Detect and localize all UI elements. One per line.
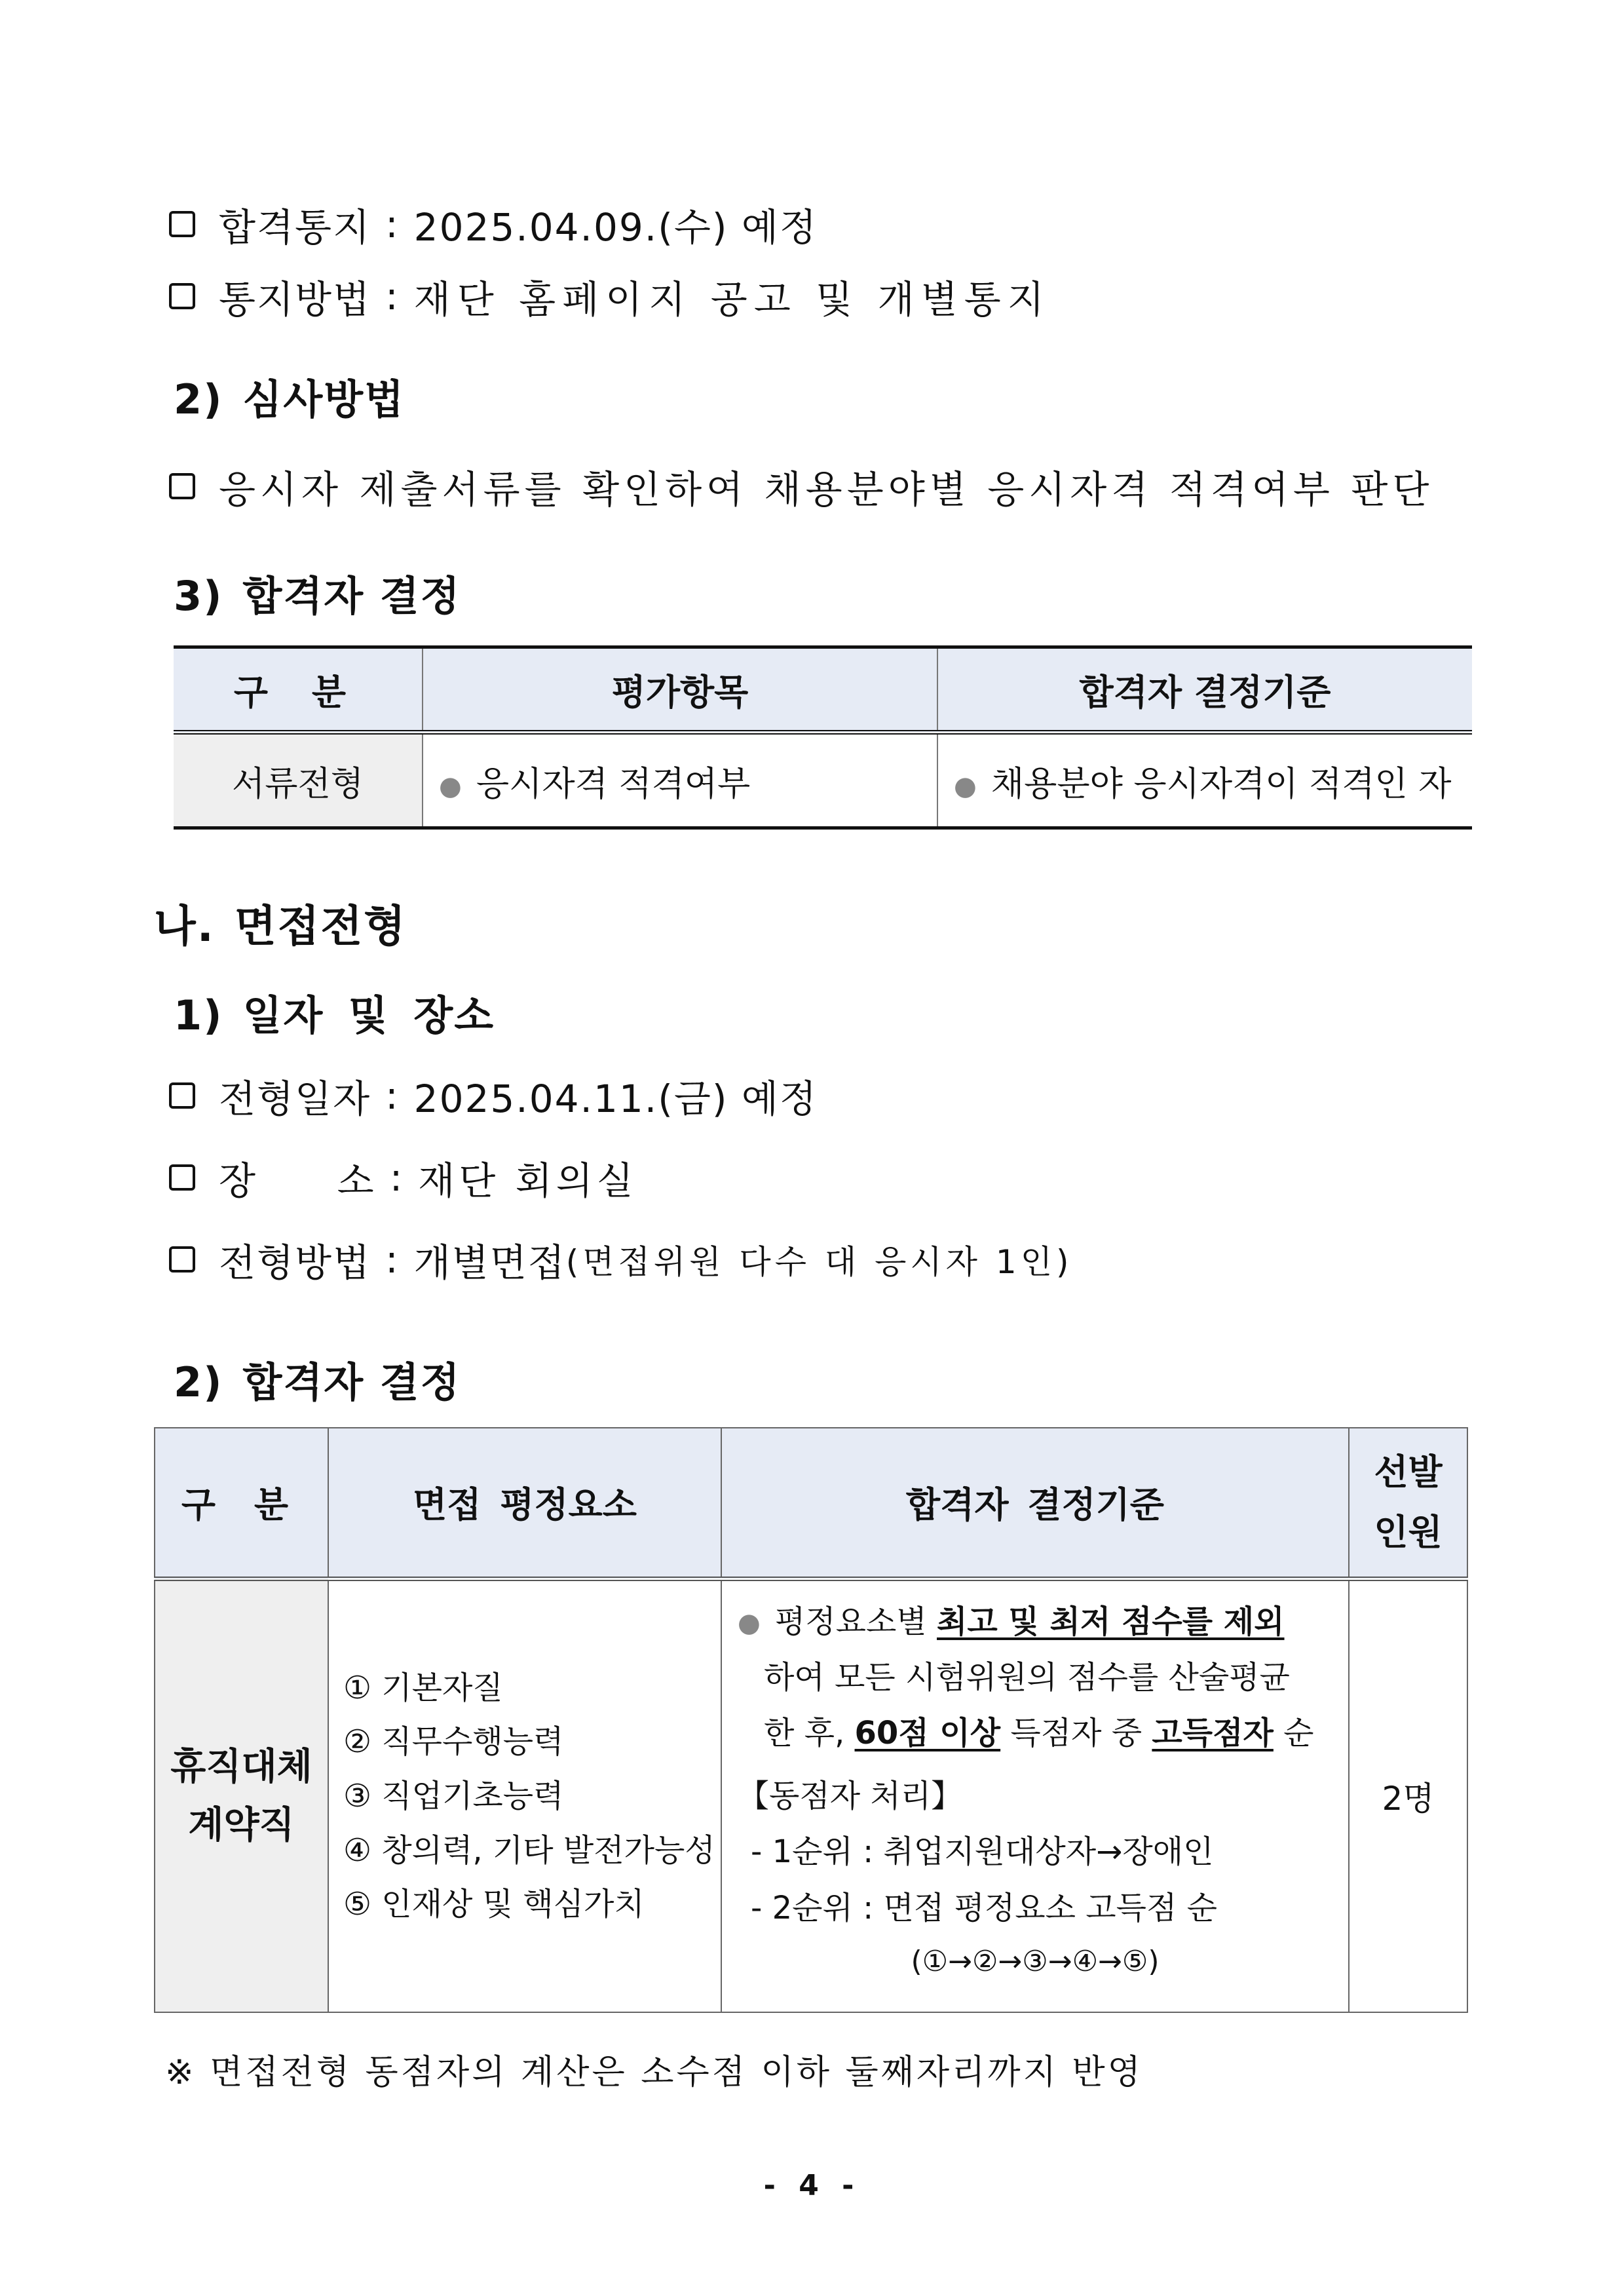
checkbox-icon	[169, 283, 195, 309]
element-item: ④ 창의력, 기타 발전가능성	[343, 1831, 715, 1869]
notice-method-label: 통지방법	[219, 277, 371, 322]
header-count: 선발 인원	[1349, 1428, 1467, 1578]
tie-rule-1: - 1순위 : 취업지원대상자→장애인	[751, 1833, 1214, 1871]
review-item-line	[169, 459, 1433, 514]
category-cell: 휴직대체 계약직	[155, 1578, 328, 2012]
element-item: ① 기본자질	[343, 1669, 503, 1706]
header-category: 구 분	[155, 1428, 328, 1578]
bullet-icon: ●	[738, 1607, 761, 1638]
interview-method-note: (면접위원 다수 대 응시자 1인)	[565, 1243, 1073, 1281]
checkbox-icon	[169, 1082, 195, 1109]
interview-section-heading: 나. 면접전형	[154, 901, 407, 951]
tie-rule-order: (①→②→③→④→⑤)	[911, 1945, 1160, 1979]
bullet-icon: ●	[439, 771, 462, 801]
notice-date-label: 합격통지	[219, 205, 371, 250]
notice-method-value: 재단 홈페이지 공고 및 개별통지	[413, 277, 1051, 322]
checkbox-icon	[169, 1164, 195, 1191]
interview-method-line: 전형방법 : 개별면접 (면접위원 다수 대 응시자 1인)	[169, 1232, 1073, 1287]
row-category: 서류전형	[174, 733, 423, 828]
row-eval-item: ● 응시자격 적격여부	[423, 733, 937, 828]
notice-date-value: 2025.04.09.(수) 예정	[413, 205, 818, 250]
review-item-text: 응시자 제출서류를 확인하여 채용분야별 응시자격 적격여부 판단	[219, 467, 1434, 512]
criteria-cell: ● 평정요소별 최고 및 최저 점수를 제외 하여 모든 시험위원의 점수를 산술평균 한 후, 60점 이상 득점자 중 고득점자 순 【동점자 처리】 - 1순위 : 취업지원대상자→장애인 - 2순위 : 면접 평정요소 고득점 순 (①→②→③→④→⑤)	[721, 1578, 1349, 2012]
interview-method-value: 개별면접	[413, 1240, 566, 1285]
footnote: ※ 면접전형 동점자의 계산은 소수점 이하 둘째자리까지 반영	[165, 2053, 1143, 2092]
tie-title: 【동점자 처리】	[738, 1777, 963, 1814]
document-review-table	[174, 645, 1472, 830]
element-item: ② 직무수행능력	[343, 1723, 564, 1761]
notice-method-line: 통지방법 : 재단 홈페이지 공고 및 개별통지	[169, 269, 1051, 324]
decision1-heading: 3) 합격자 결정	[174, 572, 461, 620]
interview-place-label: 장 소	[219, 1158, 375, 1203]
interview-method-label: 전형방법	[219, 1240, 371, 1285]
row-criteria: ● 채용분야 응시자격이 적격인 자	[937, 733, 1472, 828]
interview-date-label: 전형일자	[219, 1077, 371, 1121]
tie-rule-2: - 2순위 : 면접 평정요소 고득점 순	[751, 1889, 1217, 1926]
interview-date-value: 2025.04.11.(금) 예정	[413, 1077, 818, 1121]
element-item: ⑤ 인재상 및 핵심가치	[343, 1886, 645, 1923]
interview-place-value: 재단 회의실	[418, 1158, 637, 1203]
notice-date-line: 합격통지 : 2025.04.09.(수) 예정	[169, 197, 818, 252]
count-cell: 2명	[1349, 1578, 1467, 2012]
header-criteria: 합격자 결정기준	[937, 647, 1472, 733]
interview-place-line: 장 소 : 재단 회의실	[169, 1150, 637, 1205]
header-criteria: 합격자 결정기준	[721, 1428, 1349, 1578]
decision2-heading: 2) 합격자 결정	[174, 1358, 461, 1406]
checkbox-icon	[169, 1246, 195, 1272]
header-elements: 면접 평정요소	[328, 1428, 721, 1578]
header-category: 구 분	[174, 647, 423, 733]
elements-cell	[328, 1578, 721, 2012]
review-heading: 2) 심사방법	[174, 375, 406, 423]
page-number: - 4 -	[763, 2169, 861, 2202]
element-item: ③ 직업기초능력	[343, 1777, 564, 1814]
interview-decision-table	[154, 1427, 1468, 2013]
bullet-icon: ●	[954, 771, 977, 801]
checkbox-icon	[169, 211, 195, 237]
header-eval-item: 평가항목	[423, 647, 937, 733]
checkbox-icon	[169, 473, 195, 499]
interview-date-line: 전형일자 : 2025.04.11.(금) 예정	[169, 1068, 818, 1123]
interview-schedule-heading: 1) 일자 및 장소	[174, 991, 495, 1039]
